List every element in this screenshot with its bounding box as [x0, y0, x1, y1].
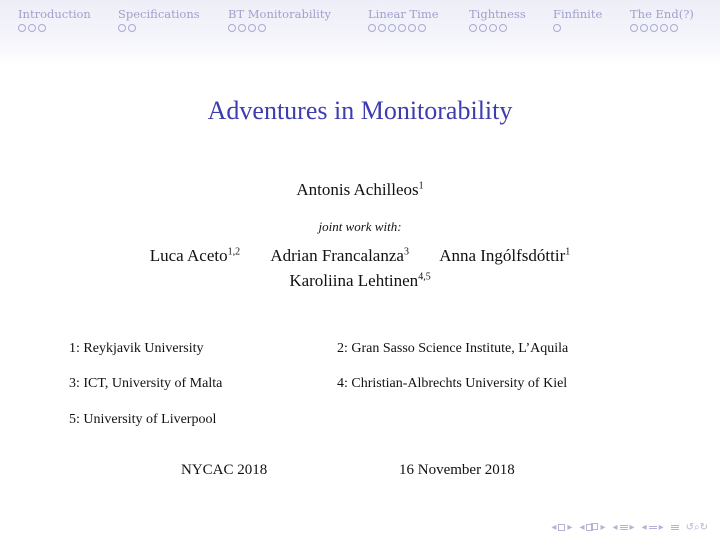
- coauthor-name: Karoliina Lehtinen: [289, 271, 419, 290]
- nav-frame-dot[interactable]: [408, 24, 416, 32]
- affiliation-1: [69, 341, 204, 357]
- nav-section-label[interactable]: Tightness: [469, 7, 526, 21]
- beamer-nav-section-icon[interactable]: ◂ ▸: [612, 522, 635, 533]
- nav-frame-dots: [368, 24, 439, 32]
- nav-frame-dot[interactable]: [640, 24, 648, 32]
- nav-section-introduction[interactable]: [18, 7, 91, 32]
- affiliation-4: [337, 376, 567, 392]
- presenter-line: [0, 180, 720, 200]
- coauthor-line-2: [0, 271, 720, 291]
- nav-frame-dot[interactable]: [28, 24, 36, 32]
- coauthor-name: Anna Ingólfsdóttir: [439, 246, 566, 265]
- nav-frame-dot[interactable]: [258, 24, 266, 32]
- nav-section-finfinite[interactable]: [553, 7, 602, 32]
- nav-section-label[interactable]: Linear Time: [368, 7, 439, 21]
- coauthor-name: Luca Aceto: [149, 246, 228, 265]
- nav-frame-dot[interactable]: [553, 24, 561, 32]
- affiliation-name: University of Liverpool: [83, 412, 217, 427]
- nav-frame-dot[interactable]: [479, 24, 487, 32]
- beamer-nav-subsection-icon[interactable]: ◂ ▸: [579, 522, 606, 533]
- section-navigation-bar: [0, 0, 720, 66]
- nav-frame-dot[interactable]: [128, 24, 136, 32]
- nav-section-label[interactable]: The End(?): [630, 7, 694, 21]
- nav-frame-dot[interactable]: [378, 24, 386, 32]
- event-date: 16 November 2018: [399, 462, 515, 478]
- nav-section-bt-monitorability[interactable]: [228, 7, 331, 32]
- nav-frame-dot[interactable]: [418, 24, 426, 32]
- nav-frame-dot[interactable]: [469, 24, 477, 32]
- nav-section-specifications[interactable]: [118, 7, 200, 32]
- nav-frame-dot[interactable]: [660, 24, 668, 32]
- nav-section-label[interactable]: Introduction: [18, 7, 91, 21]
- affiliation-name: Reykjavik University: [83, 341, 204, 356]
- nav-frame-dot[interactable]: [248, 24, 256, 32]
- coauthor-affiliation-mark: 3: [403, 246, 409, 258]
- affiliation-name: Gran Sasso Science Institute, L’Aquila: [351, 341, 569, 356]
- nav-frame-dot[interactable]: [630, 24, 638, 32]
- nav-frame-dots: [469, 24, 526, 32]
- affiliation-number: 2:: [337, 341, 348, 356]
- nav-frame-dots: [553, 24, 602, 32]
- nav-frame-dots: [630, 24, 694, 32]
- nav-frame-dot[interactable]: [18, 24, 26, 32]
- nav-frame-dot[interactable]: [388, 24, 396, 32]
- nav-frame-dot[interactable]: [228, 24, 236, 32]
- nav-frame-dots: [118, 24, 200, 32]
- coauthor-affiliation-mark: 4,5: [418, 271, 431, 283]
- nav-section-linear-time[interactable]: [368, 7, 439, 32]
- nav-frame-dot[interactable]: [499, 24, 507, 32]
- coauthor: [150, 246, 240, 265]
- affiliation-2: [337, 341, 568, 357]
- affiliation-name: Christian-Albrechts University of Kiel: [351, 376, 568, 391]
- coauthor-affiliation-mark: 1: [565, 246, 571, 258]
- coauthor: [439, 246, 570, 265]
- coauthor: [270, 246, 409, 265]
- slide-title: Adventures in Monitorability: [207, 96, 513, 125]
- joint-work-label: joint work with:: [318, 219, 402, 234]
- affiliation-number: 3:: [69, 376, 80, 391]
- nav-frame-dot[interactable]: [398, 24, 406, 32]
- beamer-nav-search-icon[interactable]: ↺⌕↻: [685, 522, 708, 533]
- event-name: NYCAC 2018: [181, 462, 268, 478]
- nav-frame-dot[interactable]: [650, 24, 658, 32]
- affiliation-name: ICT, University of Malta: [83, 376, 223, 391]
- nav-frame-dot[interactable]: [368, 24, 376, 32]
- nav-section-tightness[interactable]: [469, 7, 526, 32]
- affiliation-number: 1:: [69, 341, 80, 356]
- coauthors-row: [0, 246, 720, 266]
- nav-section-label[interactable]: BT Monitorability: [228, 7, 331, 21]
- affiliation-3: [69, 376, 222, 392]
- nav-frame-dot[interactable]: [238, 24, 246, 32]
- presenter-affiliation-mark: 1: [418, 180, 424, 192]
- affiliation-number: 4:: [337, 376, 348, 391]
- coauthor-name: Adrian Francalanza: [270, 246, 404, 265]
- coauthor-affiliation-mark: 1,2: [227, 246, 241, 258]
- nav-frame-dot[interactable]: [489, 24, 497, 32]
- beamer-nav-appendix-icon[interactable]: [671, 525, 679, 530]
- presenter-name: Antonis Achilleos: [296, 180, 419, 199]
- nav-section-the-end[interactable]: [630, 7, 694, 32]
- affiliation-number: 5:: [69, 412, 80, 427]
- affiliation-5: [69, 412, 216, 428]
- nav-frame-dots: [228, 24, 331, 32]
- beamer-nav-frame-icon[interactable]: ◂ ▸: [551, 522, 573, 533]
- beamer-navigation-symbols: [551, 522, 708, 533]
- nav-section-label[interactable]: Finfinite: [553, 7, 603, 21]
- beamer-nav-presentation-icon[interactable]: ◂ ▸: [641, 522, 664, 533]
- nav-frame-dot[interactable]: [38, 24, 46, 32]
- nav-section-label[interactable]: Specifications: [118, 7, 200, 21]
- nav-frame-dots: [18, 24, 91, 32]
- nav-frame-dot[interactable]: [118, 24, 126, 32]
- nav-frame-dot[interactable]: [670, 24, 678, 32]
